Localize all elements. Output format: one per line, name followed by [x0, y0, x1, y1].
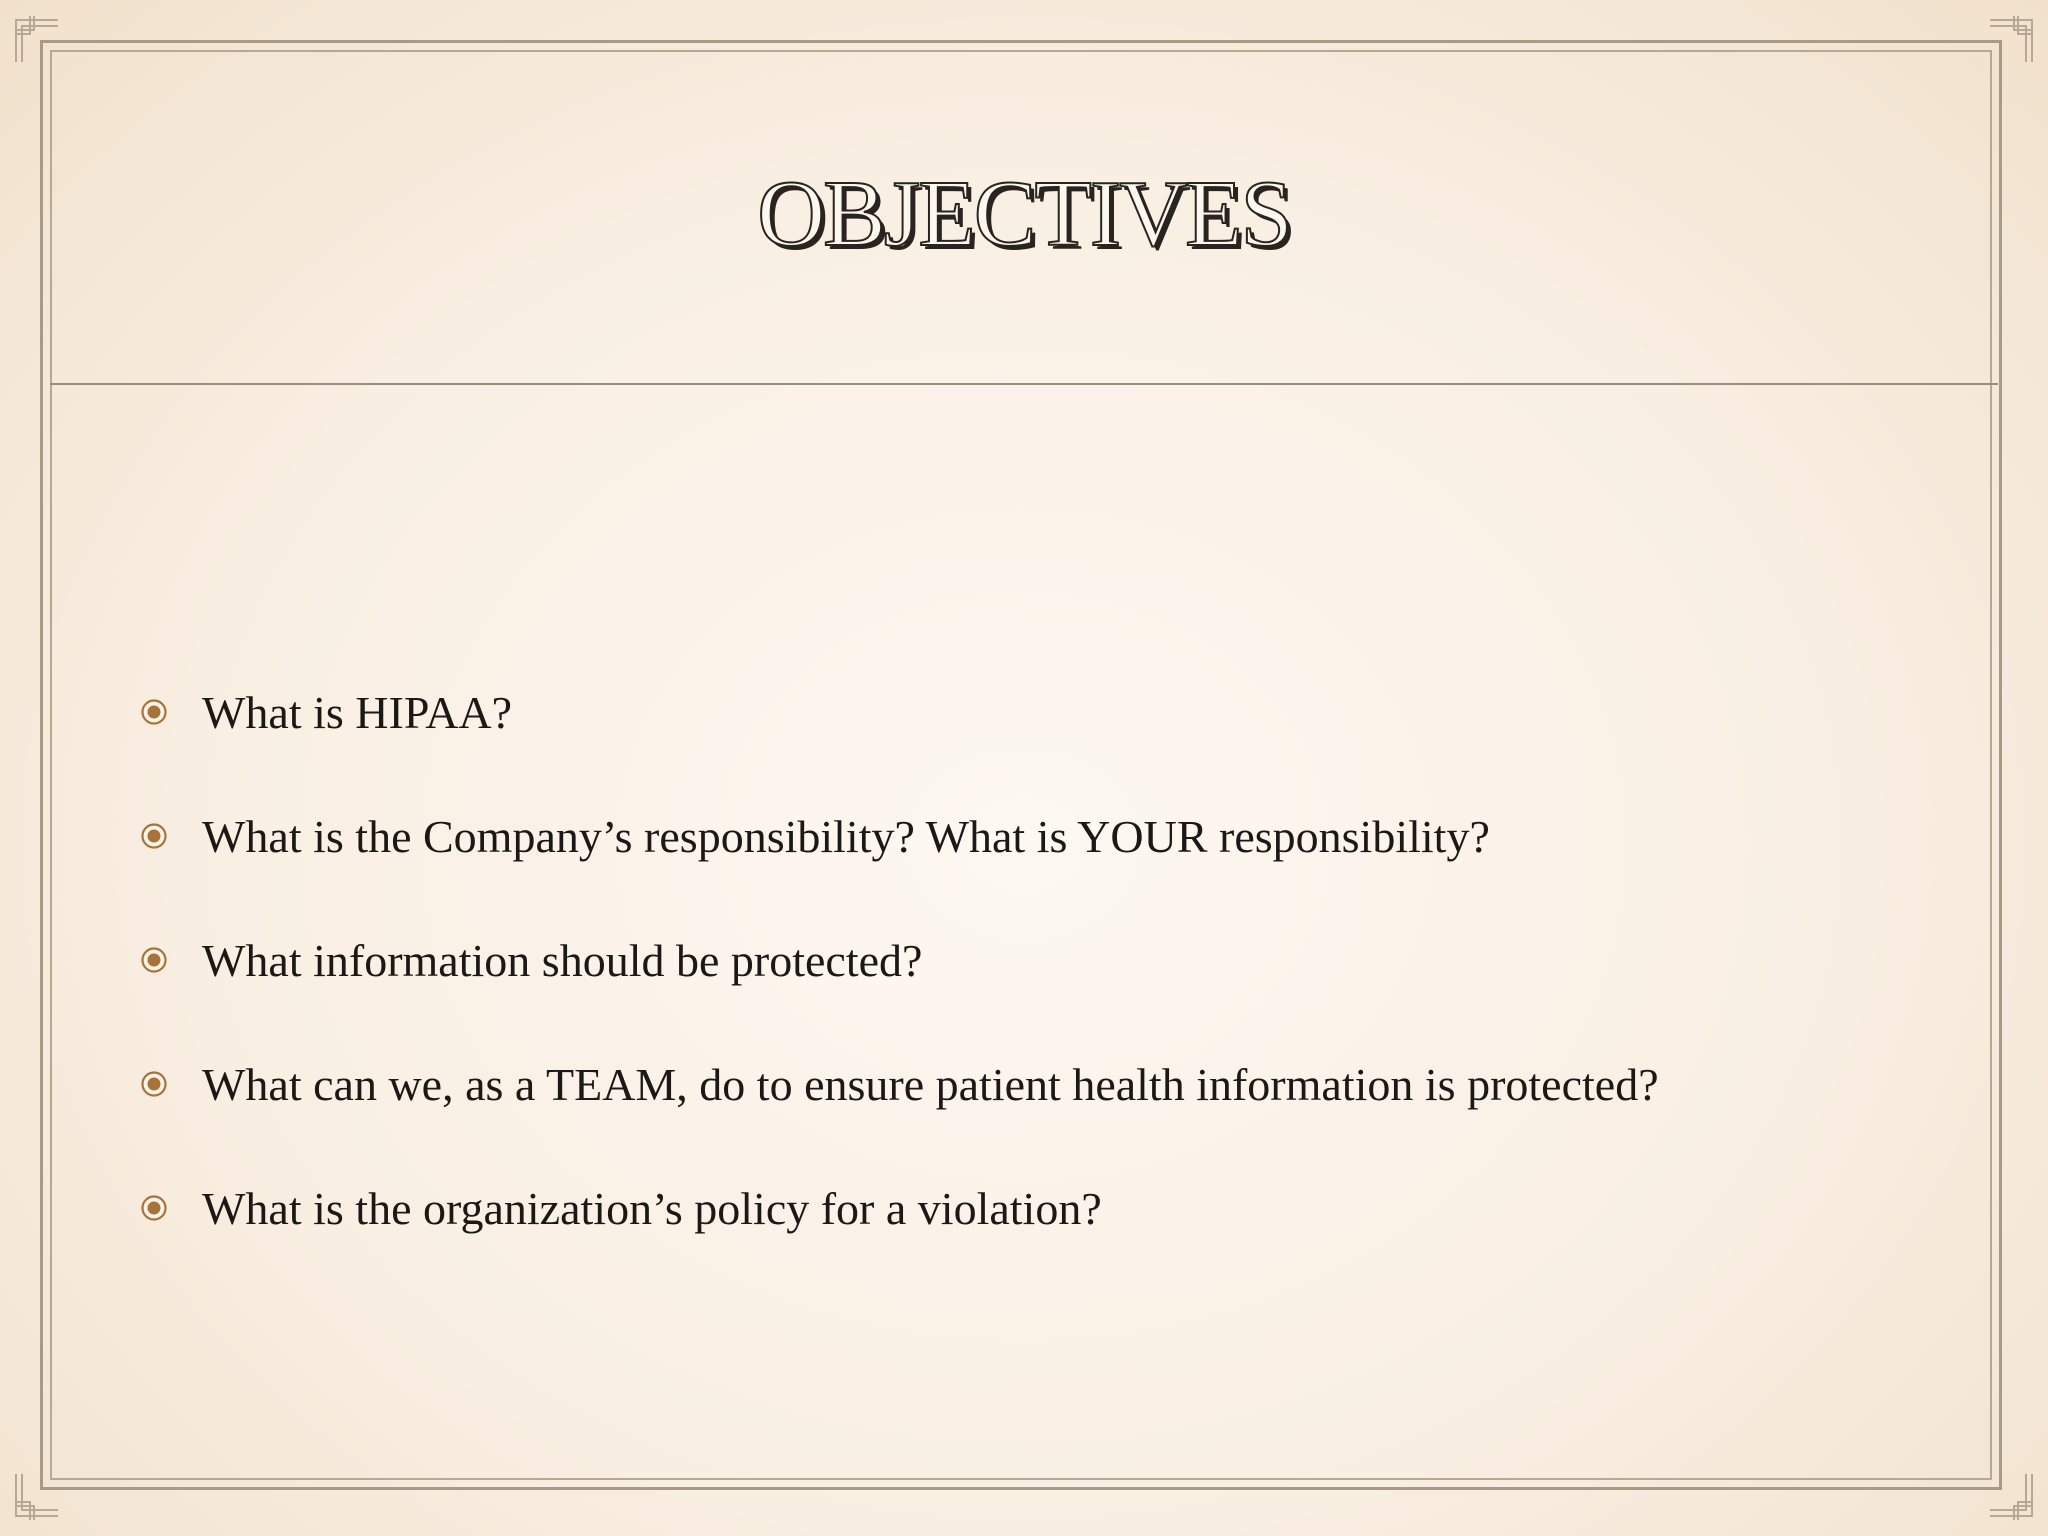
- bullet-list: [140, 650, 1659, 1270]
- bullet-text: What is HIPAA?: [202, 686, 513, 738]
- circle-bullet-icon: [140, 930, 200, 990]
- list-item: [140, 774, 1659, 898]
- bullet-text: What information should be protected?: [202, 934, 923, 986]
- circle-bullet-icon: [140, 682, 200, 742]
- bullet-text: What is the Company’s responsibility? What is YOUR responsibility?: [202, 810, 1490, 862]
- circle-bullet-icon: [140, 1178, 200, 1238]
- corner-ornament-icon: [1982, 12, 2036, 66]
- list-item: [140, 1146, 1659, 1270]
- circle-bullet-icon: [140, 806, 200, 866]
- bullet-text: What can we, as a TEAM, do to ensure patient health information is protected?: [202, 1058, 1659, 1110]
- slide-title: OBJECTIVES: [757, 162, 1291, 266]
- list-item: [140, 650, 1659, 774]
- list-item: [140, 1022, 1659, 1146]
- bullet-text: What is the organization’s policy for a violation?: [202, 1182, 1102, 1234]
- corner-ornament-icon: [12, 1470, 66, 1524]
- circle-bullet-icon: [140, 1054, 200, 1114]
- corner-ornament-icon: [1982, 1470, 2036, 1524]
- corner-ornament-icon: [12, 12, 66, 66]
- title-divider: [50, 383, 1998, 385]
- list-item: [140, 898, 1659, 1022]
